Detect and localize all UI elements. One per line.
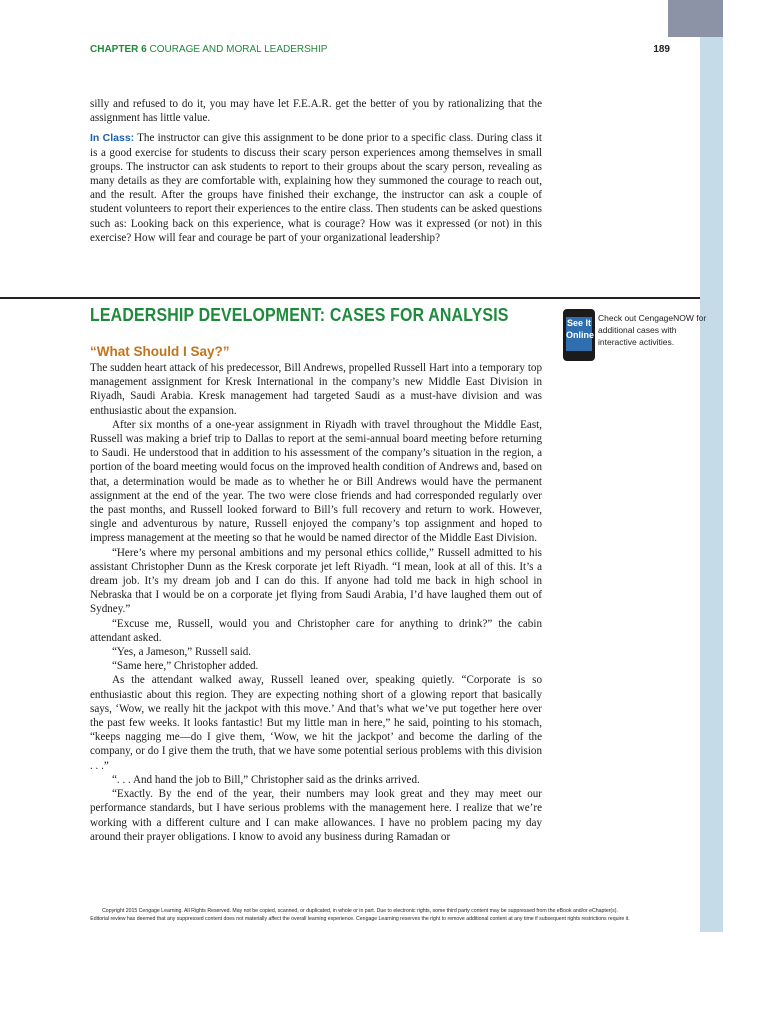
- case-paragraph: “Same here,” Christopher added.: [112, 660, 259, 673]
- running-header: [90, 44, 670, 60]
- see-it-online-promo[interactable]: [563, 309, 707, 369]
- phone-screen: [566, 317, 595, 351]
- section-divider: [0, 297, 700, 299]
- case-paragraph: After six months of a one-year assignment in Riyadh with travel throughout the Middle East, Russell was making a brief trip to Dallas to report at the semi-annual board meeting before returning to Saudi. He understood that in addition to his assessment of the company’s situation in the region, a portion of the board meeting would focus on the improved health condition of Andrews and, based on that, a determination would be made as to whether he or Bill Andrews would have the permanent assignment at the end of the year. The two were close friends and had corresponded regularly over the past months, and Russell looked forward to Bill’s full recovery and return to work. However, single and adventurous by nature, Russell enjoyed the company’s top assignment and hoped to impress management at the meeting so that he would be named director of the Middle East Division.: [90, 418, 542, 545]
- in-class-paragraph: [90, 131, 542, 245]
- in-class-text: The instructor can give this assignment to be done prior to a specific class. During class it is a good exercise for students to discuss their scary person experiences among themselves in small groups. The instructor can ask students to report to their groups about the scary person, revealing as many details as they are comfortable with, explaining how they summoned the courage to reach out, and the result. After the groups have finished their exchange, the instructor can ask a couple of student volunteers to report their experiences to the entire class. Then students can be asked questions such as: Looking back on this experience, what is courage? How was it expressed (or not) in this exercise? How will fear and courage be part of your organizational leadership?: [90, 132, 542, 244]
- page-number: 189: [653, 44, 670, 55]
- promo-text: Check out CengageNOW for additional cases with interactive activities.: [598, 313, 707, 347]
- in-class-label: In Class:: [90, 132, 135, 145]
- case-paragraph: As the attendant walked away, Russell leaned over, speaking quietly. “Corporate is so enthusiastic about this region. They are expecting nothing short of a glowing report that basically says, ‘Wow, we really hit the jackpot with this move.’ And that’s what we’ve put together here over the past few weeks. It looks fantastic! But my little man in here,” he said, pointing to his stomach, “keeps nagging me—do I give them, ‘Wow, we hit the jackpot’ and become the darling of the company, or do I give them the truth, that we have some potential serious problems with this division . . .”: [90, 674, 542, 772]
- intro-paragraph: silly and refused to do it, you may have let F.E.A.R. get the better of you by rationalizing that the assignment has little value.: [90, 98, 542, 125]
- page-edge-bar: [700, 37, 723, 932]
- phone-icon: [563, 309, 595, 361]
- case-paragraph: “Exactly. By the end of the year, their numbers may look great and they may meet our performance standards, but I have serious problems with the management here. I realize that we’re working with a different culture and I can make allowances. I have no problem pacing my day around their prayer obligations. I know to avoid any business during Ramadan or: [90, 788, 542, 843]
- case-paragraph: The sudden heart attack of his predecessor, Bill Andrews, propelled Russell Hart into a temporary top management assignment for Kresk International in the company’s new Middle East Division in Riyadh, Saudi Arabia. Kresk management had targeted Saudi as a must-have division and was enthusiastic about the expansion.: [90, 362, 542, 417]
- case-paragraph: “Yes, a Jameson,” Russell said.: [112, 646, 252, 659]
- chapter-label: CHAPTER 6: [90, 44, 147, 55]
- case-body: [90, 361, 542, 844]
- phone-label-line1: See It: [566, 318, 591, 328]
- case-paragraph: “Excuse me, Russell, would you and Christopher care for anything to drink?” the cabin attendant asked.: [90, 617, 542, 644]
- case-paragraph: “Here’s where my personal ambitions and my personal ethics collide,” Russell admitted to his assistant Christopher Dunn as the Kresk corporate jet left Riyadh. “I mean, look at all of this. It’s a dream job. It’s my dream job and I can do this. If anyone had told me back in high school in Nebraska that I would be on a corporate jet flying from Saudi Arabia, I’d have laughed them out of Sydney.”: [90, 546, 542, 616]
- corner-tab: [668, 0, 723, 37]
- chapter-title: COURAGE AND MORAL LEADERSHIP: [149, 44, 328, 55]
- footer-line-2: Editorial review has deemed that any suppressed content does not materially affect the overall learning experience. Cengage Learning reserves the right to remove additional content at any time if subsequent rights restrictions require it.: [90, 915, 630, 922]
- copyright-footer: [55, 908, 665, 923]
- section-title: LEADERSHIP DEVELOPMENT: CASES FOR ANALYSIS: [90, 304, 509, 325]
- case-paragraph: “. . . And hand the job to Bill,” Christopher said as the drinks arrived.: [112, 773, 420, 786]
- case-title: “What Should I Say?”: [90, 344, 230, 359]
- footer-line-1: Copyright 2015 Cengage Learning. All Rights Reserved. May not be copied, scanned, or duplicated, in whole or in part. Due to electronic rights, some third party content may be suppressed from the eBook and/or eChapter(s).: [102, 908, 618, 914]
- intro-block: [90, 97, 542, 245]
- phone-label-line2: Online: [566, 330, 595, 340]
